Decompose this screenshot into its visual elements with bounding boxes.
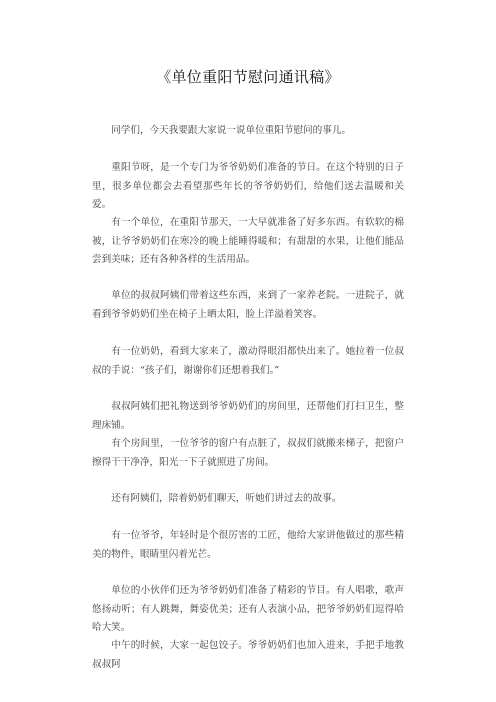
paragraph: 有个房间里，一位爷爷的窗户有点脏了，叔叔们就搬来梯子，把窗户擦得干干净净，阳光一下子就照进了房间。 bbox=[92, 438, 404, 468]
paragraph: 同学们，今天我要跟大家说一说单位重阳节慰问的事儿。 bbox=[111, 125, 352, 136]
paragraph: 中午的时候，大家一起包饺子。爷爷奶奶们也加入进来，手把手地教叔叔阿 bbox=[92, 640, 404, 670]
paragraph: 叔叔阿姨们把礼物送到爷爷奶奶们的房间里，还帮他们打扫卫生，整理床铺。 bbox=[92, 401, 404, 431]
paragraph: 重阳节呀，是一个专门为爷爷奶奶们准备的节日。在这个特别的日子里，很多单位都会去看望那些年长的爷爷奶奶们，给他们送去温暖和关爱。 bbox=[92, 162, 404, 210]
paragraph: 单位的叔叔阿姨们带着这些东西，来到了一家养老院。一进院子，就看到爷爷奶奶们坐在椅子上晒太阳，脸上洋溢着笑容。 bbox=[92, 290, 404, 320]
paragraph: 还有阿姨们，陪着奶奶们聊天，听她们讲过去的故事。 bbox=[111, 493, 342, 504]
paragraph: 单位的小伙伴们还为爷爷奶奶们准备了精彩的节目。有人唱歌，歌声悠扬动听；有人跳舞，舞姿优美；还有人表演小品，把爷爷奶奶们逗得哈哈大笑。 bbox=[92, 585, 404, 633]
document-title: 《单位重阳节慰问通讯稿》 bbox=[156, 68, 340, 86]
paragraph: 有一个单位，在重阳节那天，一大早就准备了好多东西。有软软的棉被，让爷爷奶奶们在寒冷的晚上能睡得暖和；有甜甜的水果，让他们能品尝到美味；还有各种各样的生活用品。 bbox=[92, 217, 404, 265]
paragraph: 有一位爷爷，年轻时是个很厉害的工匠，他给大家讲他做过的那些精美的物件，眼睛里闪着光芒。 bbox=[92, 530, 404, 560]
paragraph: 有一位奶奶，看到大家来了，激动得眼泪都快出来了。她拉着一位叔叔的手说：“孩子们，谢谢你们还想着我们。” bbox=[92, 346, 404, 376]
